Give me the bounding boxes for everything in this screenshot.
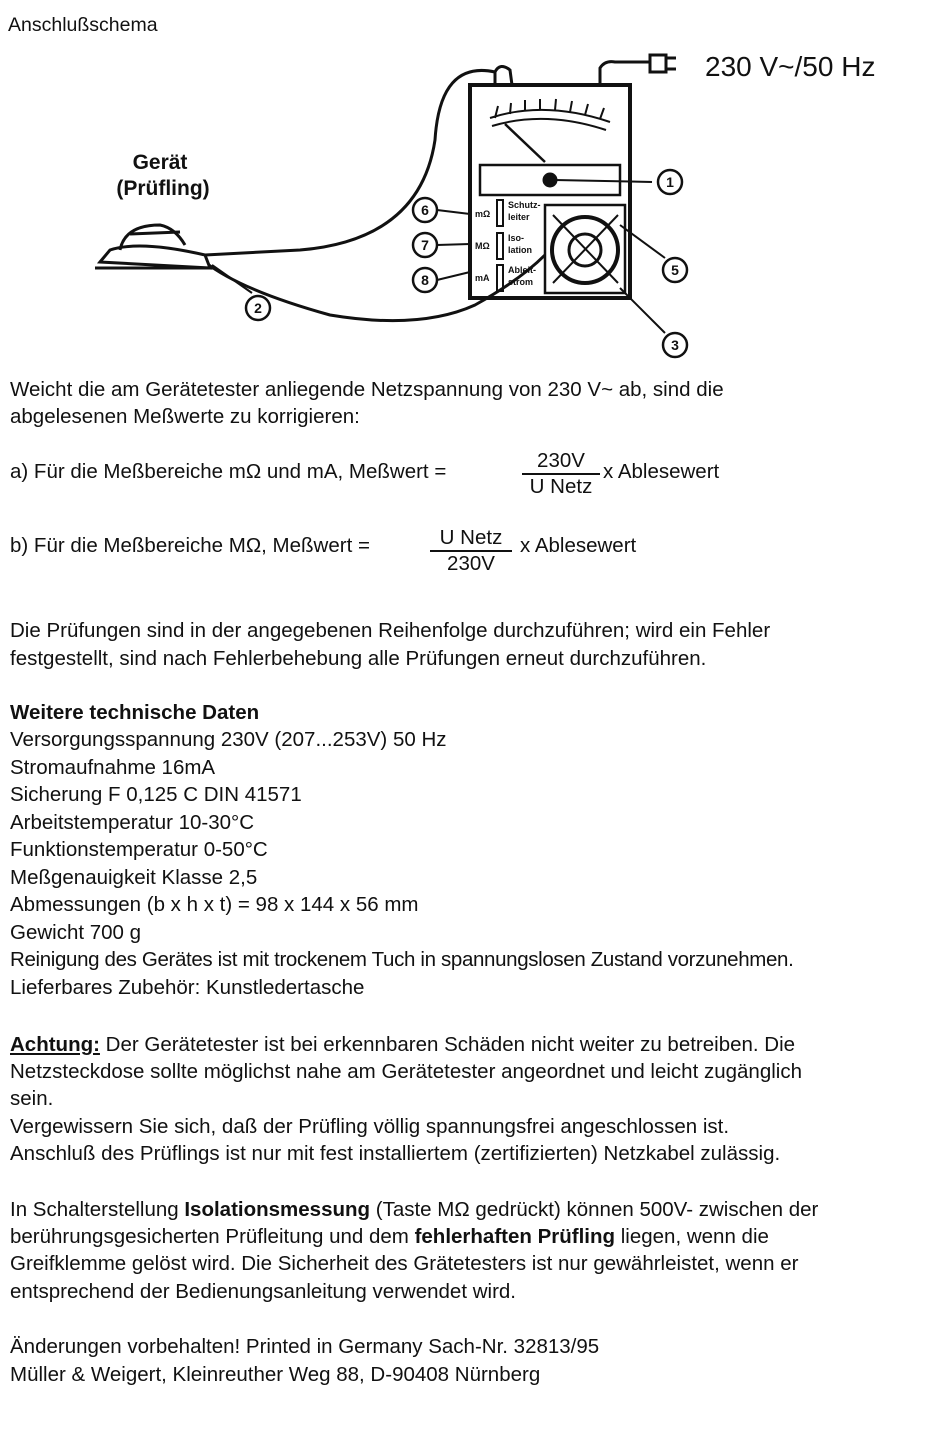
callout-7: 7 (421, 237, 429, 253)
callout-3: 3 (671, 337, 679, 353)
order-note-line-1: Die Prüfungen sind in der angegebenen Reihenfolge durchzuführen; wird ein Fehler (10, 619, 771, 642)
insulation-text-1b: (Taste MΩ gedrückt) können 500V- zwischen der (370, 1198, 819, 1221)
callout-1: 1 (666, 174, 674, 190)
switch-group (497, 200, 503, 291)
terminal-left (495, 66, 512, 85)
device-label-line1: Gerät (132, 151, 188, 174)
tech-line: Abmessungen (b x h x t) = 98 x 144 x 56 mm (10, 893, 419, 916)
connection-diagram (0, 40, 950, 370)
tech-line: Arbeitstemperatur 10-30°C (10, 810, 255, 834)
tech-heading: Weitere technische Daten (10, 701, 260, 724)
callout-2: 2 (254, 300, 262, 316)
footer-line-2: Müller & Weigert, Kleinreuther Weg 88, D-90408 Nürnberg (10, 1363, 541, 1386)
warning-text-1: Der Gerätetester ist bei erkennbaren Schäden nicht weiter zu betreiben. Die (99, 1033, 796, 1056)
switch-text-3b: strom (508, 277, 534, 287)
callout-8: 8 (421, 272, 429, 288)
insulation-text-2b: liegen, wenn die (615, 1225, 769, 1248)
tech-line: Stromaufnahme 16mA (10, 755, 216, 779)
tech-line: Reinigung des Gerätes ist mit trockenem Tuch in spannungslosen Zustand vorzunehmen. (10, 948, 794, 971)
tech-line: Funktionstemperatur 0-50°C (10, 838, 268, 861)
formula-b-denominator: 230V (447, 552, 495, 575)
warning-line-3: sein. (10, 1087, 54, 1110)
switch-unit-3: mA (475, 273, 490, 283)
formula-b-fraction (430, 526, 512, 576)
formula-a-numerator: 230V (522, 449, 600, 475)
tech-line: Sicherung F 0,125 C DIN 41571 (10, 783, 302, 806)
formula-a-suffix: x Ablesewert (603, 460, 720, 483)
intro-line-1: Weicht die am Gerätetester anliegende Netzspannung von 230 V~ ab, sind die (10, 378, 724, 401)
callout-6: 6 (421, 202, 429, 218)
insulation-bold-2: fehlerhaften Prüfling (414, 1225, 616, 1248)
switch-text-3a: Ableit- (508, 265, 536, 275)
footer-line-1: Änderungen vorbehalten! Printed in Germany Sach-Nr. 32813/95 (10, 1335, 600, 1358)
formula-a-prefix: a) Für die Meßbereiche mΩ und mA, Meßwert = (10, 460, 447, 483)
switch-text-2b: lation (508, 245, 532, 255)
switch-text-1a: Schutz- (508, 200, 541, 210)
insulation-text-1a: In Schalterstellung (10, 1198, 185, 1221)
formula-b-numerator: U Netz (430, 526, 512, 552)
tech-line: Versorgungsspannung 230V (207...253V) 50 Hz (10, 728, 447, 751)
device-label-line2: (Prüfling) (116, 177, 210, 200)
warning-line-2: Netzsteckdose sollte möglichst nahe am Gerätetester angeordnet und leicht zugänglich (10, 1060, 802, 1083)
order-note-line-2: festgestellt, sind nach Fehlerbehebung alle Prüfungen erneut durchzuführen. (10, 647, 707, 670)
tech-line: Gewicht 700 g (10, 920, 142, 944)
warning-label: Achtung: (10, 1033, 100, 1056)
insulation-line-4: entsprechend der Bedienungsanleitung verwendet wird. (10, 1280, 517, 1303)
page-title: Anschlußschema (8, 14, 158, 36)
tech-data-list (10, 726, 793, 1001)
warning-line-4: Vergewissern Sie sich, daß der Prüfling völlig spannungsfrei angeschlossen ist. (10, 1115, 730, 1138)
insulation-line-3: Greifklemme gelöst wird. Die Sicherheit des Grätetesters ist nur gewährleistet, wenn er (10, 1252, 799, 1275)
callout-5: 5 (671, 262, 679, 278)
tester-device (470, 55, 676, 298)
formula-a-denominator: U Netz (529, 475, 593, 498)
insulation-line-2 (10, 1223, 769, 1251)
supply-label: 230 V~/50 Hz (705, 51, 876, 82)
formula-b-suffix: x Ablesewert (520, 534, 637, 557)
callout-leaders (212, 180, 665, 333)
switch-text-1b: leiter (508, 212, 530, 222)
meter-scale (490, 99, 610, 162)
switch-text-2a: Iso- (508, 233, 525, 243)
switch-unit-2: MΩ (475, 241, 490, 251)
insulation-line-1 (10, 1196, 818, 1224)
terminal-right (600, 62, 650, 85)
tech-line: Lieferbares Zubehör: Kunstledertasche (10, 975, 365, 999)
meter-needle (505, 124, 545, 162)
iron-icon (95, 225, 215, 268)
switch-unit-1: mΩ (475, 209, 491, 219)
zero-adjust-knob (544, 174, 556, 186)
insulation-text-2a: berührungsgesicherten Prüfleitung und dem (10, 1225, 415, 1248)
insulation-bold-1: Isolationsmessung (184, 1198, 371, 1221)
intro-line-2: abgelesenen Meßwerte zu korrigieren: (10, 405, 360, 428)
warning-line-5: Anschluß des Prüflings ist nur mit fest installiertem (zertifizierten) Netzkabel zulässig. (10, 1142, 781, 1165)
power-plug (650, 55, 666, 72)
formula-a-fraction (522, 449, 600, 499)
warning-line-1 (10, 1031, 795, 1059)
tech-line: Meßgenauigkeit Klasse 2,5 (10, 865, 258, 889)
formula-b-prefix: b) Für die Meßbereiche MΩ, Meßwert = (10, 534, 370, 557)
